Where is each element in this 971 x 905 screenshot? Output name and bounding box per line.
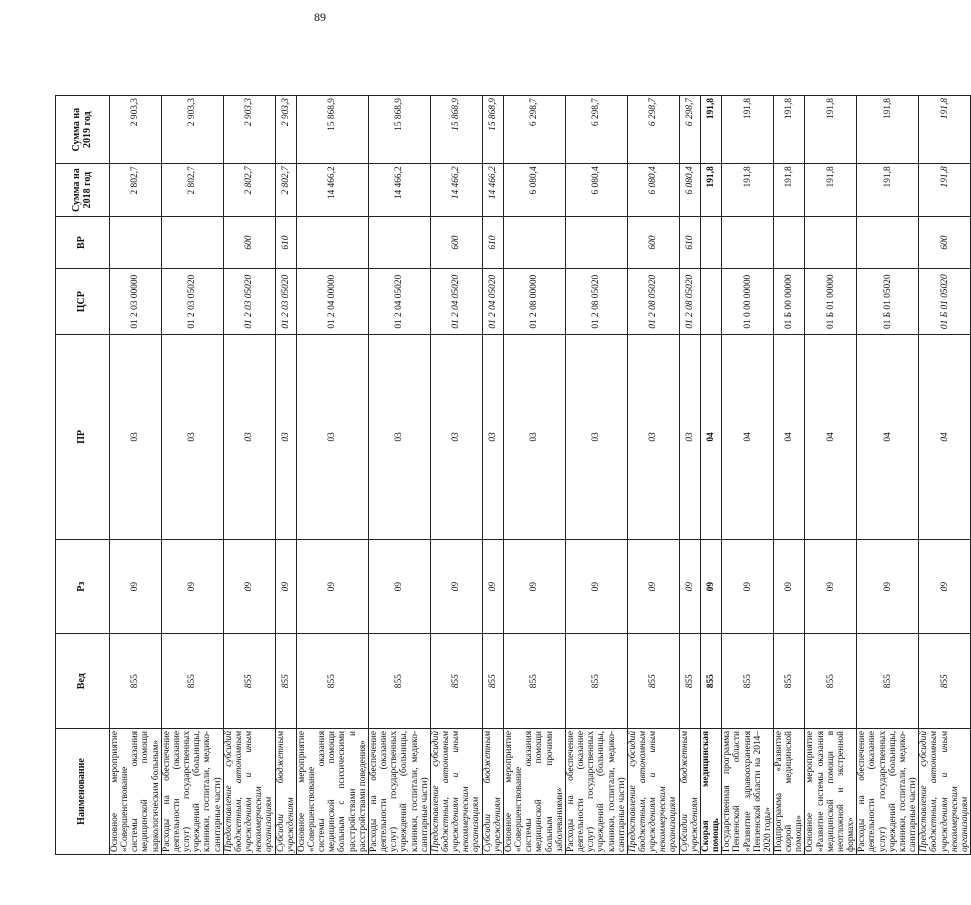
header-rz: Рз: [56, 539, 110, 634]
cell-vr: [161, 216, 223, 269]
cell-vr: 610: [275, 216, 296, 269]
cell-sum-2019: 15 868,9: [430, 95, 482, 163]
cell-csr: 01 2 03 00000: [110, 268, 162, 334]
table-row: [223, 95, 275, 854]
cell-ved: 855: [919, 633, 971, 728]
cell-sum-2019: 2 903,3: [161, 95, 223, 163]
cell-pr: 04: [857, 334, 919, 539]
cell-name: Расходы на обеспечение деятельности (оказание услуг) государственных учреждений (больницы, клиники, госпитали, медико-санитарные части): [565, 728, 627, 854]
cell-pr: 03: [430, 334, 482, 539]
cell-pr: 03: [679, 334, 700, 539]
cell-ved: 855: [482, 633, 503, 728]
cell-pr: 03: [503, 334, 565, 539]
cell-sum-2019: 191,8: [919, 95, 971, 163]
cell-pr: 04: [722, 334, 774, 539]
cell-name: Расходы на обеспечение деятельности (оказание услуг) государственных учреждений (больницы, клиники, госпитали, медико-санитарные части): [368, 728, 430, 854]
cell-ved: 855: [368, 633, 430, 728]
cell-rz: 09: [805, 539, 857, 634]
cell-csr: 01 Б 01 05020: [919, 268, 971, 334]
cell-sum-2018: 6 080,4: [679, 163, 700, 216]
cell-pr: 03: [110, 334, 162, 539]
cell-sum-2019: 6 298,7: [565, 95, 627, 163]
cell-sum-2018: 191,8: [857, 163, 919, 216]
cell-vr: [503, 216, 565, 269]
table-row: [679, 95, 700, 854]
header-name: Наименование: [56, 728, 110, 854]
cell-ved: 855: [430, 633, 482, 728]
cell-vr: [857, 216, 919, 269]
cell-csr: 01 2 04 00000: [296, 268, 368, 334]
table-row: [110, 95, 162, 854]
cell-sum-2018: 191,8: [722, 163, 774, 216]
cell-csr: 01 2 04 05020: [482, 268, 503, 334]
table-row: [275, 95, 296, 854]
cell-vr: [565, 216, 627, 269]
cell-sum-2019: 191,8: [722, 95, 774, 163]
cell-rz: 09: [482, 539, 503, 634]
cell-rz: 09: [627, 539, 679, 634]
cell-csr: 01 2 08 05020: [565, 268, 627, 334]
cell-sum-2018: 191,8: [700, 163, 721, 216]
table-row: [565, 95, 627, 854]
cell-csr: 01 2 03 05020: [275, 268, 296, 334]
table-row: [857, 95, 919, 854]
cell-csr: 01 Б 01 00000: [805, 268, 857, 334]
cell-ved: 855: [857, 633, 919, 728]
cell-sum-2018: 191,8: [805, 163, 857, 216]
header-csr: ЦСР: [56, 268, 110, 334]
cell-csr: 01 2 04 05020: [368, 268, 430, 334]
cell-rz: 09: [679, 539, 700, 634]
cell-rz: 09: [110, 539, 162, 634]
cell-ved: 855: [275, 633, 296, 728]
table-row: [430, 95, 482, 854]
header-pr: ПР: [56, 334, 110, 539]
cell-rz: 09: [161, 539, 223, 634]
cell-name: Основное мероприятие «Совершенствование системы оказания медицинской помощи наркологическим больным»: [110, 728, 162, 854]
cell-name: Расходы на обеспечение деятельности (оказание услуг) государственных учреждений (больницы, клиники, госпитали, медико-санитарные части): [857, 728, 919, 854]
cell-csr: 01 2 03 05020: [223, 268, 275, 334]
cell-sum-2018: 2 802,7: [275, 163, 296, 216]
table-header-row: [56, 95, 110, 854]
cell-sum-2018: 6 080,4: [627, 163, 679, 216]
table-row: [503, 95, 565, 854]
cell-vr: [368, 216, 430, 269]
cell-sum-2018: 191,8: [774, 163, 805, 216]
header-sum-2019: Сумма на 2019 год: [56, 95, 110, 163]
cell-pr: 04: [700, 334, 721, 539]
cell-csr: 01 0 00 00000: [722, 268, 774, 334]
cell-ved: 855: [774, 633, 805, 728]
cell-csr: 01 2 08 00000: [503, 268, 565, 334]
cell-name: Предоставление субсидий бюджетным, автономным учреждениям и иным некоммерческим организациям: [627, 728, 679, 854]
cell-sum-2019: 191,8: [857, 95, 919, 163]
cell-rz: 09: [223, 539, 275, 634]
cell-pr: 03: [275, 334, 296, 539]
cell-ved: 855: [700, 633, 721, 728]
cell-rz: 09: [700, 539, 721, 634]
cell-sum-2019: 191,8: [805, 95, 857, 163]
cell-pr: 04: [805, 334, 857, 539]
cell-sum-2018: 2 802,7: [161, 163, 223, 216]
cell-pr: 04: [774, 334, 805, 539]
cell-rz: 09: [774, 539, 805, 634]
cell-sum-2018: 14 466,2: [368, 163, 430, 216]
table-row: [296, 95, 368, 854]
cell-rz: 09: [919, 539, 971, 634]
cell-ved: 855: [503, 633, 565, 728]
cell-sum-2018: 14 466,2: [482, 163, 503, 216]
cell-ved: 855: [679, 633, 700, 728]
cell-vr: [700, 216, 721, 269]
cell-name: Предоставление субсидий бюджетным, автономным учреждениям и иным некоммерческим организациям: [919, 728, 971, 854]
cell-rz: 09: [430, 539, 482, 634]
cell-sum-2018: 191,8: [919, 163, 971, 216]
cell-csr: 01 Б 01 05020: [857, 268, 919, 334]
table-row: [482, 95, 503, 854]
cell-ved: 855: [627, 633, 679, 728]
table-row: [919, 95, 971, 854]
header-ved: Вед: [56, 633, 110, 728]
cell-rz: 09: [368, 539, 430, 634]
table-row: [774, 95, 805, 854]
cell-pr: 03: [368, 334, 430, 539]
cell-ved: 855: [722, 633, 774, 728]
cell-pr: 03: [482, 334, 503, 539]
cell-rz: 09: [296, 539, 368, 634]
cell-pr: 03: [296, 334, 368, 539]
cell-name: Субсидии бюджетным учреждениям: [679, 728, 700, 854]
cell-name: Основное мероприятие «Развитие системы оказания медицинской помощи в неотложной и экстренной формах»: [805, 728, 857, 854]
cell-name: Подпрограмма «Развитие скорой медицинской помощи»: [774, 728, 805, 854]
cell-name: Субсидии бюджетным учреждениям: [275, 728, 296, 854]
cell-sum-2018: 2 802,7: [110, 163, 162, 216]
cell-sum-2018: 2 802,7: [223, 163, 275, 216]
cell-name: Государственная программа Пензенской области «Развитие здравоохранения Пензенской области на 2014–2020 годы»: [722, 728, 774, 854]
cell-rz: 09: [857, 539, 919, 634]
cell-vr: [110, 216, 162, 269]
cell-ved: 855: [223, 633, 275, 728]
cell-name: Скорая медицинская помощь: [700, 728, 721, 854]
table-body: [110, 95, 971, 854]
cell-csr: [700, 268, 721, 334]
cell-sum-2019: 15 868,9: [368, 95, 430, 163]
table-row: [722, 95, 774, 854]
cell-vr: [774, 216, 805, 269]
cell-sum-2019: 6 298,7: [503, 95, 565, 163]
header-vr: ВР: [56, 216, 110, 269]
cell-name: Предоставление субсидий бюджетным, автономным учреждениям и иным некоммерческим организациям: [430, 728, 482, 854]
cell-sum-2018: 14 466,2: [296, 163, 368, 216]
cell-ved: 855: [805, 633, 857, 728]
cell-name: Субсидии бюджетным учреждениям: [482, 728, 503, 854]
cell-csr: 01 2 04 05020: [430, 268, 482, 334]
cell-ved: 855: [565, 633, 627, 728]
cell-pr: 03: [565, 334, 627, 539]
cell-sum-2019: 2 903,3: [275, 95, 296, 163]
cell-sum-2019: 6 298,7: [627, 95, 679, 163]
cell-name: Предоставление субсидий бюджетным, автономным учреждениям и иным некоммерческим организациям: [223, 728, 275, 854]
cell-rz: 09: [503, 539, 565, 634]
cell-vr: 600: [430, 216, 482, 269]
rotated-table-container: [55, 95, 970, 855]
cell-name: Основное мероприятие «Совершенствование системы оказания медицинской помощи больным с психическими расстройствами и расстройствами поведения»: [296, 728, 368, 854]
cell-vr: 610: [482, 216, 503, 269]
cell-sum-2019: 15 868,9: [296, 95, 368, 163]
table-row: [627, 95, 679, 854]
cell-csr: 01 Б 00 00000: [774, 268, 805, 334]
cell-csr: 01 2 08 05020: [679, 268, 700, 334]
cell-pr: 03: [627, 334, 679, 539]
table-row: [700, 95, 721, 854]
cell-name: Расходы на обеспечение деятельности (оказание услуг) государственных учреждений (больницы, клиники, госпитали, медико-санитарные части): [161, 728, 223, 854]
cell-sum-2018: 6 080,4: [565, 163, 627, 216]
cell-vr: 600: [627, 216, 679, 269]
budget-table: [55, 95, 971, 855]
page-number: 89: [314, 10, 326, 24]
cell-name: Основное мероприятие «Совершенствование системы оказания медицинской помощи больным прочими заболеваниями»: [503, 728, 565, 854]
cell-vr: 610: [679, 216, 700, 269]
cell-vr: [805, 216, 857, 269]
cell-sum-2019: 191,8: [774, 95, 805, 163]
cell-sum-2019: 191,8: [700, 95, 721, 163]
cell-vr: [296, 216, 368, 269]
cell-pr: 04: [919, 334, 971, 539]
cell-ved: 855: [110, 633, 162, 728]
header-sum-2018: Сумма на 2018 год: [56, 163, 110, 216]
cell-ved: 855: [161, 633, 223, 728]
cell-vr: 600: [919, 216, 971, 269]
table-row: [368, 95, 430, 854]
cell-ved: 855: [296, 633, 368, 728]
cell-sum-2019: 6 298,7: [679, 95, 700, 163]
cell-rz: 09: [565, 539, 627, 634]
table-row: [805, 95, 857, 854]
cell-vr: 600: [223, 216, 275, 269]
cell-sum-2019: 2 903,3: [110, 95, 162, 163]
cell-rz: 09: [722, 539, 774, 634]
cell-csr: 01 2 08 05020: [627, 268, 679, 334]
cell-sum-2019: 15 868,9: [482, 95, 503, 163]
cell-sum-2019: 2 903,3: [223, 95, 275, 163]
cell-sum-2018: 6 080,4: [503, 163, 565, 216]
cell-pr: 03: [223, 334, 275, 539]
cell-vr: [722, 216, 774, 269]
cell-rz: 09: [275, 539, 296, 634]
cell-sum-2018: 14 466,2: [430, 163, 482, 216]
cell-pr: 03: [161, 334, 223, 539]
cell-csr: 01 2 03 05020: [161, 268, 223, 334]
table-row: [161, 95, 223, 854]
